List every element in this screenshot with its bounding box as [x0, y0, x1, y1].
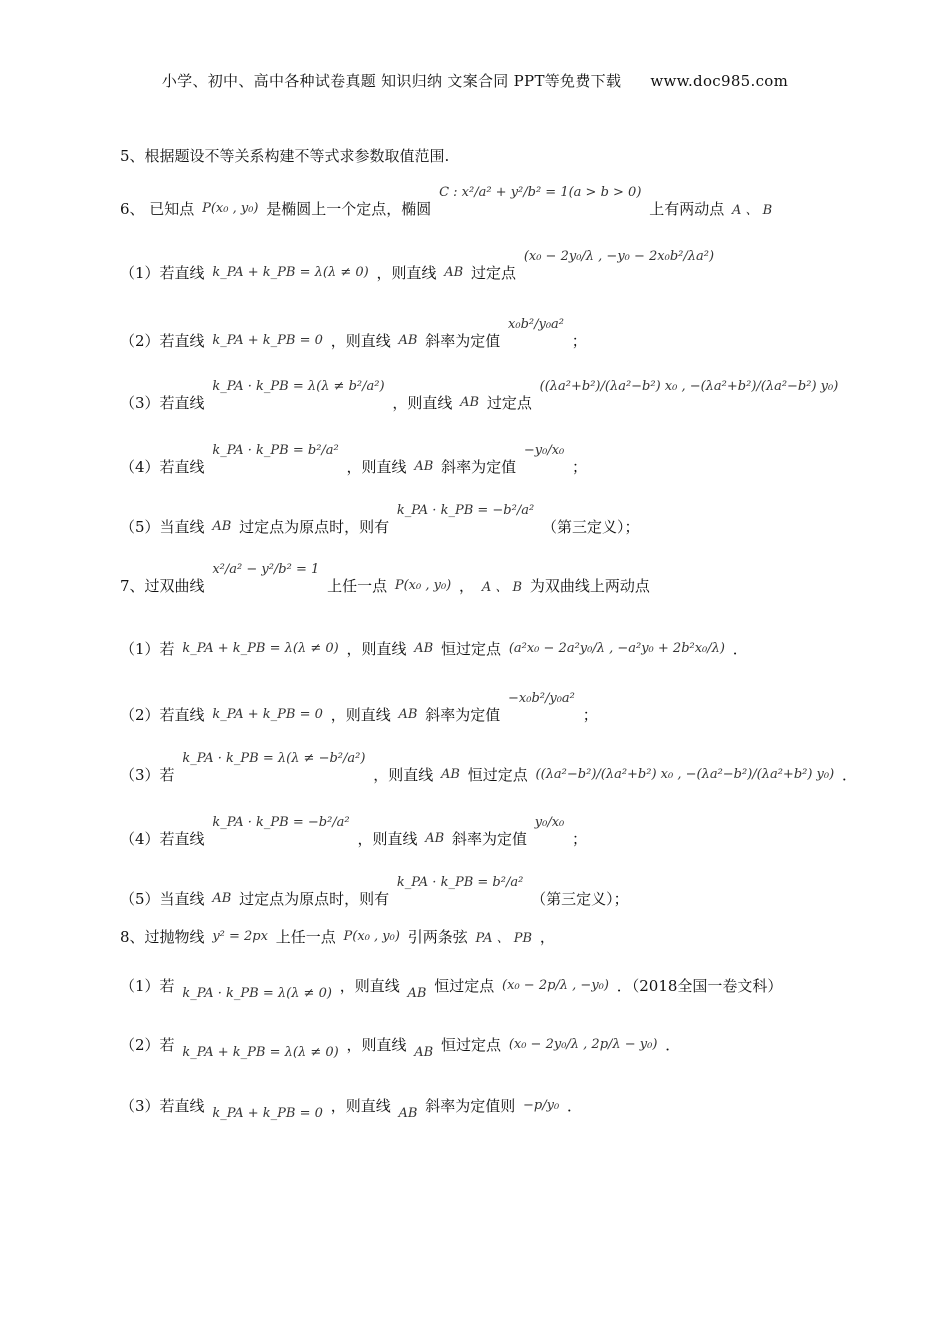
condition-formula: k_PA + k_PB = λ(λ ≠ 0) — [212, 265, 369, 280]
item-7-3: （3）若 k_PA · k_PB = λ(λ ≠ −b²/a²) ，则直线 AB 恒过定点 ((λa²−b²)/(λa²+b²) x₀ , −(λa²−b²)/(λa²+b²) y₀) ． — [120, 751, 857, 784]
item-7-3-text-a: （3）若 — [120, 766, 175, 784]
item-8-3-text-a: （3）若直线 — [120, 1097, 205, 1115]
item-6-3-text-b: ，则直线 — [392, 394, 453, 412]
item-8-1-text-a: （1）若 — [120, 977, 175, 995]
item-8-1-text-c: 恒过定点 — [434, 977, 495, 995]
fixed-point-formula: (x₀ − 2y₀/λ , −y₀ − 2x₀b²/λa²) — [523, 249, 715, 264]
item-7-1: （1）若 k_PA + k_PB = λ(λ ≠ 0) ，则直线 AB 恒过定点 (a²x₀ − 2a²y₀/λ , −a²y₀ + 2b²x₀/λ) ． — [120, 640, 748, 658]
item-8-2-text-b: ，则直线 — [346, 1036, 407, 1054]
item-7-1-text-c: 恒过定点 — [441, 640, 502, 658]
item-8-3-text-c: 斜率为定值则 — [425, 1097, 516, 1115]
item-7-text-a: 7、过双曲线 — [120, 577, 205, 595]
ellipse-formula: C : x²/a² + y²/b² = 1(a > b > 0) — [439, 185, 642, 200]
line-ab: AB — [441, 767, 460, 782]
slope-value-formula: −x₀b²/y₀a² — [508, 691, 575, 706]
header-site: www.doc985.com — [650, 72, 789, 90]
line-ab: AB — [414, 1045, 434, 1060]
item-6-5-text-a: （5）当直线 — [120, 518, 205, 536]
line-ab: AB — [407, 986, 427, 1001]
item-6-1-text-a: （1）若直线 — [120, 264, 205, 282]
item-6-4: （4）若直线 k_PA · k_PB = b²/a² ，则直线 AB 斜率为定值 −y₀/x₀ ； — [120, 443, 588, 476]
item-7-2-text-c: 斜率为定值 — [425, 706, 501, 724]
condition-formula: k_PA · k_PB = λ(λ ≠ b²/a²) — [212, 379, 385, 394]
item-5 — [120, 145, 950, 166]
chords-pa-pb: PA 、 PB — [475, 931, 533, 946]
item-7-text-b: 上任一点 — [327, 577, 388, 595]
item-6-5-text-b: 过定点为原点时，则有 — [239, 518, 390, 536]
item-7-5-text-b: 过定点为原点时，则有 — [239, 890, 390, 908]
line-ab: AB — [212, 519, 232, 534]
points-ab: A 、 B — [731, 203, 773, 218]
point-p-formula: P(x₀ , y₀) — [394, 578, 452, 593]
item-7-3-text-b: ，则直线 — [373, 766, 434, 784]
line-ab: AB — [212, 891, 232, 906]
item-5-text: 5、根据题设不等关系构建不等式求参数取值范围. — [120, 147, 450, 165]
item-7-5 — [120, 875, 950, 909]
item-7-4-text-a: （4）若直线 — [120, 830, 205, 848]
line-ab: AB — [460, 395, 480, 410]
item-8-2: （2）若 k_PA + k_PB = λ(λ ≠ 0) ，则直线 AB 恒过定点 (x₀ − 2y₀/λ , 2p/λ − y₀) ． — [120, 1036, 681, 1060]
fixed-point-formula: (x₀ − 2y₀/λ , 2p/λ − y₀) — [508, 1037, 658, 1052]
item-6-text-b: 是椭圆上一个定点，椭圆 — [266, 200, 432, 218]
item-6-heading — [120, 185, 950, 219]
item-8-text-a: 8、过抛物线 — [120, 928, 205, 946]
fixed-point-formula: ((λa²+b²)/(λa²−b²) x₀ , −(λa²+b²)/(λa²−b²) y₀) — [539, 379, 839, 394]
product-formula: k_PA · k_PB = b²/a² — [396, 875, 524, 890]
line-ab: AB — [414, 641, 434, 656]
item-8-text-b: 上任一点 — [275, 928, 336, 946]
item-6-2-text-b: ，则直线 — [330, 332, 391, 350]
slope-value-formula: x₀b²/y₀a² — [508, 317, 565, 332]
item-6-5 — [120, 503, 950, 537]
item-8-3-text-b: ，则直线 — [330, 1097, 391, 1115]
item-7-heading: 7、过双曲线 x²/a² − y²/b² = 1 上任一点 P(x₀ , y₀) ， A 、 B 为双曲线上两动点 — [120, 562, 650, 595]
item-8-heading: 8、过抛物线 y² = 2px 上任一点 P(x₀ , y₀) 引两条弦 PA 、 PB ， — [120, 928, 555, 946]
condition-formula: k_PA + k_PB = 0 — [212, 707, 323, 722]
condition-formula: k_PA · k_PB = λ(λ ≠ −b²/a²) — [182, 751, 366, 766]
line-ab: AB — [444, 265, 464, 280]
item-6-4-text-b: ，则直线 — [346, 458, 407, 476]
page-header — [0, 70, 950, 91]
line-ab: AB — [414, 459, 434, 474]
line-ab: AB — [398, 707, 418, 722]
item-8-1 — [120, 975, 950, 1001]
slope-value-formula: y₀/x₀ — [534, 815, 565, 830]
condition-formula: k_PA + k_PB = λ(λ ≠ 0) — [182, 641, 339, 656]
item-6-text-c: 上有两动点 — [649, 200, 725, 218]
item-6-1-text-c: 过定点 — [471, 264, 517, 282]
fixed-point-formula: ((λa²−b²)/(λa²+b²) x₀ , −(λa²−b²)/(λa²+b²) y₀) — [535, 767, 835, 782]
line-ab: AB — [425, 831, 445, 846]
condition-formula: k_PA · k_PB = λ(λ ≠ 0) — [182, 986, 332, 1001]
condition-formula: k_PA · k_PB = −b²/a² — [212, 815, 350, 830]
item-7-4: （4）若直线 k_PA · k_PB = −b²/a² ，则直线 AB 斜率为定值 y₀/x₀ ； — [120, 815, 588, 848]
item-7-5-text-a: （5）当直线 — [120, 890, 205, 908]
item-8-1-text-b: ，则直线 — [339, 977, 400, 995]
item-6-3 — [120, 379, 950, 413]
item-6-3-text-c: 过定点 — [486, 394, 532, 412]
item-6-text-a: 6、 已知点 — [120, 200, 195, 218]
item-6-1-text-b: ，则直线 — [376, 264, 437, 282]
item-6-3-text-a: （3）若直线 — [120, 394, 205, 412]
item-7-1-text-a: （1）若 — [120, 640, 175, 658]
hyperbola-formula: x²/a² − y²/b² = 1 — [212, 562, 320, 577]
fixed-point-formula: (a²x₀ − 2a²y₀/λ , −a²y₀ + 2b²x₀/λ) — [508, 641, 725, 656]
parabola-formula: y² = 2px — [212, 929, 268, 944]
slope-value-formula: −y₀/x₀ — [523, 443, 565, 458]
condition-formula: k_PA + k_PB = 0 — [212, 333, 323, 348]
item-6-4-text-c: 斜率为定值 — [441, 458, 517, 476]
item-8-text-c: 引两条弦 — [407, 928, 468, 946]
item-7-4-text-c: 斜率为定值 — [451, 830, 527, 848]
item-8-2-text-c: 恒过定点 — [441, 1036, 502, 1054]
product-formula: k_PA · k_PB = −b²/a² — [396, 503, 535, 518]
item-7-text-c: 为双曲线上两动点 — [529, 577, 650, 595]
item-6-1 — [120, 249, 950, 283]
fixed-point-formula: (x₀ − 2p/λ , −y₀) — [502, 978, 609, 993]
points-ab: A 、 B — [481, 580, 523, 595]
item-7-1-text-b: ，则直线 — [346, 640, 407, 658]
item-8-1-text-d: ．（2018全国一卷文科） — [616, 977, 783, 995]
point-p-formula: P(x₀ , y₀) — [202, 201, 259, 216]
line-ab: AB — [398, 333, 418, 348]
item-6-2: （2）若直线 k_PA + k_PB = 0 ，则直线 AB 斜率为定值 x₀b²/y₀a² ； — [120, 317, 587, 350]
item-7-5-text-c: （第三定义）； — [531, 890, 629, 908]
item-6-4-text-a: （4）若直线 — [120, 458, 205, 476]
item-7-4-text-b: ，则直线 — [357, 830, 418, 848]
item-7-3-text-c: 恒过定点 — [467, 766, 528, 784]
item-6-5-text-c: （第三定义）； — [541, 518, 640, 536]
line-ab: AB — [398, 1106, 418, 1121]
condition-formula: k_PA · k_PB = b²/a² — [212, 443, 339, 458]
condition-formula: k_PA + k_PB = λ(λ ≠ 0) — [182, 1045, 339, 1060]
item-7-2-text-b: ，则直线 — [330, 706, 391, 724]
header-title: 小学、初中、高中各种试卷真题 知识归纳 文案合同 PPT等免费下载 — [161, 72, 622, 90]
item-8-2-text-a: （2）若 — [120, 1036, 175, 1054]
point-p-formula: P(x₀ , y₀) — [343, 929, 400, 944]
item-7-2: （2）若直线 k_PA + k_PB = 0 ，则直线 AB 斜率为定值 −x₀b²/y₀a² ； — [120, 691, 598, 724]
item-7-2-text-a: （2）若直线 — [120, 706, 205, 724]
item-8-3: （3）若直线 k_PA + k_PB = 0 ，则直线 AB 斜率为定值则 −p/y₀ ． — [120, 1097, 582, 1121]
slope-value-formula: −p/y₀ — [523, 1098, 560, 1113]
item-6-2-text-c: 斜率为定值 — [425, 332, 501, 350]
item-6-2-text-a: （2）若直线 — [120, 332, 205, 350]
condition-formula: k_PA + k_PB = 0 — [212, 1106, 323, 1121]
